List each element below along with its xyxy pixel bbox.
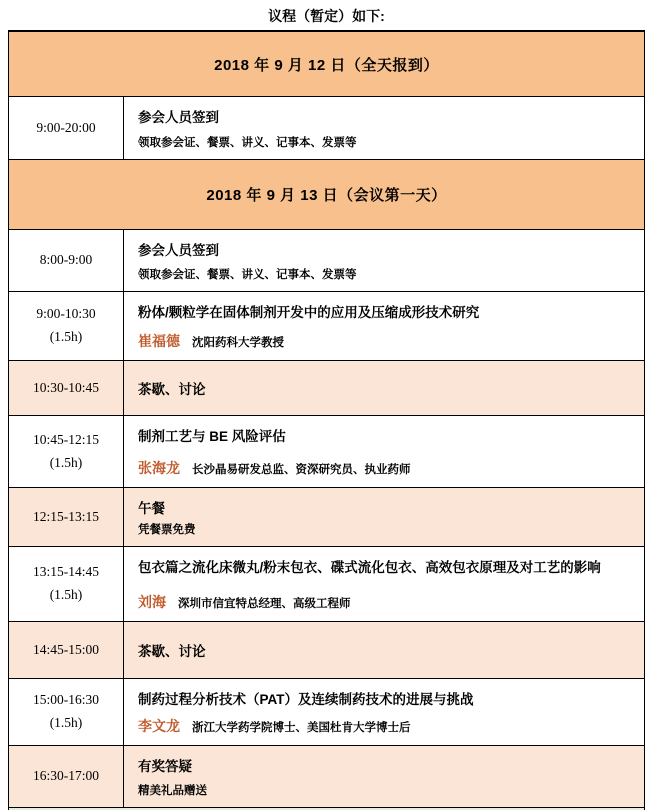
session-content-cell <box>124 547 644 621</box>
session-time: 13:15-14:45 <box>33 564 99 580</box>
session-note: 精美礼品赠送 <box>138 785 207 797</box>
session-row <box>9 416 644 488</box>
speaker-title: 长沙晶易研发总监、资深研究员、执业药师 <box>192 464 411 476</box>
session-time-cell <box>9 230 124 291</box>
speaker-line <box>138 716 634 736</box>
session-title: 包衣篇之流化床微丸/粉末包衣、碟式流化包衣、高效包衣原理及对工艺的影响 <box>138 560 601 575</box>
session-title: 茶歇、讨论 <box>138 382 206 397</box>
session-time: 15:00-16:30 <box>33 692 99 708</box>
speaker-name: 崔福德 <box>138 333 180 349</box>
break-row <box>9 622 644 679</box>
session-time: 10:45-12:15 <box>33 431 99 447</box>
session-time: 14:45-15:00 <box>33 641 99 657</box>
session-title: 制剂工艺与 BE 风险评估 <box>138 429 286 444</box>
agenda-table <box>8 30 645 808</box>
session-duration: (1.5h) <box>49 587 83 602</box>
session-time-cell <box>9 679 124 745</box>
session-content-cell <box>124 746 644 807</box>
session-title: 粉体/颗粒学在固体制剂开发中的应用及压缩成形技术研究 <box>138 305 480 320</box>
session-title: 参会人员签到 <box>138 243 219 258</box>
session-content-cell <box>124 416 644 487</box>
session-time-cell <box>9 547 124 621</box>
session-note: 领取参会证、餐票、讲义、记事本、发票等 <box>138 269 357 281</box>
day-header-row-sep12 <box>9 32 644 97</box>
session-content-cell <box>124 679 644 745</box>
session-time-cell <box>9 97 124 159</box>
speaker-line <box>138 458 634 478</box>
session-title: 午餐 <box>138 501 165 516</box>
session-time: 10:30-10:45 <box>33 379 99 395</box>
session-time-cell <box>9 488 124 546</box>
session-duration: (1.5h) <box>49 454 83 470</box>
session-time: 9:00-20:00 <box>36 119 96 135</box>
session-time-cell <box>9 361 124 415</box>
session-row <box>9 230 644 292</box>
session-content-cell <box>124 488 644 546</box>
session-content-cell <box>124 97 644 159</box>
session-note: 凭餐票免费 <box>138 524 196 536</box>
session-time: 8:00-9:00 <box>39 252 93 268</box>
session-title: 制药过程分析技术（PAT）及连续制药技术的进展与挑战 <box>138 692 474 707</box>
speaker-title: 浙江大学药学院博士、美国杜肯大学博士后 <box>192 722 411 734</box>
session-time: 16:30-17:00 <box>33 768 99 784</box>
lunch-row <box>9 488 644 547</box>
session-row <box>9 547 644 622</box>
session-time: 12:15-13:15 <box>33 508 99 524</box>
session-time-cell <box>9 292 124 360</box>
speaker-name: 刘海 <box>138 594 166 610</box>
session-row <box>9 97 644 160</box>
day-header-row-sep13 <box>9 160 644 230</box>
session-row <box>9 292 644 361</box>
speaker-title: 沈阳药科大学教授 <box>192 337 284 349</box>
session-note: 领取参会证、餐票、讲义、记事本、发票等 <box>138 137 357 149</box>
speaker-line <box>138 592 634 612</box>
day-header-label: 2018 年 9 月 13 日（会议第一天） <box>206 187 447 204</box>
session-time: 9:00-10:30 <box>36 306 96 322</box>
session-duration: (1.5h) <box>49 329 83 344</box>
break-row <box>9 361 644 416</box>
session-duration: (1.5h) <box>49 715 83 730</box>
session-content-cell <box>124 622 644 678</box>
session-content-cell <box>124 361 644 415</box>
day-header-label: 2018 年 9 月 12 日（全天报到） <box>214 56 439 74</box>
session-title: 有奖答疑 <box>138 759 192 774</box>
qa-row <box>9 746 644 808</box>
session-row <box>9 679 644 746</box>
speaker-name: 李文龙 <box>138 718 180 734</box>
speaker-title: 深圳市信宜特总经理、高级工程师 <box>178 598 351 610</box>
session-content-cell <box>124 292 644 360</box>
session-title: 茶歇、讨论 <box>138 644 206 659</box>
session-title: 参会人员签到 <box>138 110 219 125</box>
speaker-name: 张海龙 <box>138 460 180 476</box>
speaker-line <box>138 331 634 351</box>
session-time-cell <box>9 746 124 807</box>
session-time-cell <box>9 622 124 678</box>
session-time-cell <box>9 416 124 487</box>
session-content-cell <box>124 230 644 291</box>
page-title: 议程（暂定）如下: <box>268 8 385 24</box>
